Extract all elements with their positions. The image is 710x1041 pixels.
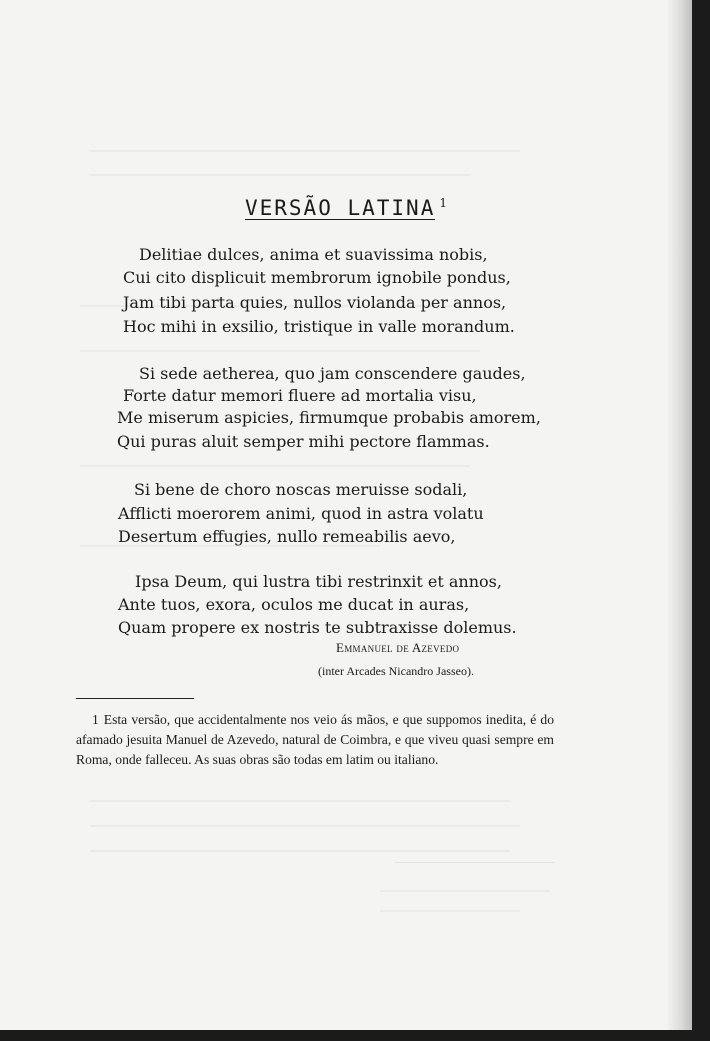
title-footnote-ref: 1	[439, 196, 447, 210]
verse-line: Qui puras aluit semper mihi pectore flammas.	[117, 432, 490, 451]
verse-line: Desertum effugies, nullo remeabilis aevo,	[118, 527, 456, 546]
verse-line: Si bene de choro noscas meruisse sodali,	[134, 480, 468, 499]
verse-line: Me miserum aspicies, firmumque probabis amorem,	[117, 408, 541, 427]
verse-line: Si sede aetherea, quo jam conscendere gaudes,	[139, 364, 526, 383]
verse-line: Afflicti moerorem animi, quod in astra volatu	[118, 504, 484, 523]
verse-line: Ante tuos, exora, oculos me ducat in auras,	[118, 595, 470, 614]
verse-line: Cui cito displicuit membrorum ignobile pondus,	[123, 268, 511, 287]
footnote-text: Esta versão, que accidentalmente nos veio ás mãos, e que suppomos inedita, é do afamado jesuita Manuel de Azevedo, natural de Coimbra, e que viveu quasi sempre em Roma, onde falleceu. As suas obras são todas em latim ou italiano.	[76, 712, 554, 767]
footnote-marker: 1	[92, 712, 99, 727]
verse-line: Ipsa Deum, qui lustra tibi restrinxit et annos,	[135, 572, 502, 591]
verse-line: Quam propere ex nostris te subtraxisse dolemus.	[118, 618, 517, 637]
verse-line: Delitiae dulces, anima et suavissima nobis,	[139, 245, 488, 264]
footnote	[76, 710, 554, 770]
page-spine-shadow	[666, 0, 692, 1030]
author-signature: Emmanuel de Azevedo	[336, 640, 460, 655]
author-arcadian-name: (inter Arcades Nicandro Jasseo).	[318, 664, 474, 678]
poem-title-text: VERSÃO LATINA	[244, 196, 436, 220]
footnote-separator	[76, 698, 194, 699]
poem-title	[0, 196, 692, 220]
verse-line: Hoc mihi in exsilio, tristique in valle morandum.	[123, 317, 515, 336]
verse-line: Forte datur memori fluere ad mortalia visu,	[123, 386, 477, 405]
verse-line: Jam tibi parta quies, nullos violanda per annos,	[123, 293, 507, 312]
